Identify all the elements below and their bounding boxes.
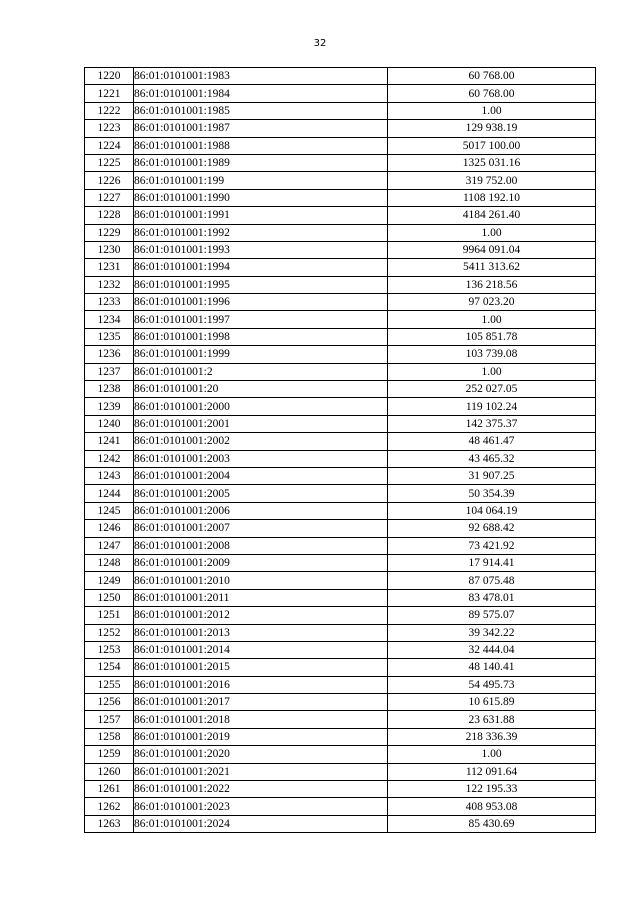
- cadastral-number-cell: 86:01:0101001:2008: [134, 537, 388, 554]
- value-cell: 23 631.88: [388, 711, 596, 728]
- row-number-cell: 1232: [85, 276, 134, 293]
- value-cell: 89 575.07: [388, 607, 596, 624]
- value-cell: 1.00: [388, 224, 596, 241]
- row-number-cell: 1229: [85, 224, 134, 241]
- row-number-cell: 1250: [85, 589, 134, 606]
- value-cell: 54 495.73: [388, 676, 596, 693]
- row-number-cell: 1256: [85, 694, 134, 711]
- cadastral-number-cell: 86:01:0101001:1990: [134, 189, 388, 206]
- cadastral-number-cell: 86:01:0101001:2006: [134, 502, 388, 519]
- row-number-cell: 1245: [85, 502, 134, 519]
- table-row: [85, 659, 596, 676]
- table-row: [85, 311, 596, 328]
- cadastral-number-cell: 86:01:0101001:2011: [134, 589, 388, 606]
- row-number-cell: 1254: [85, 659, 134, 676]
- row-number-cell: 1239: [85, 398, 134, 415]
- table-row: [85, 554, 596, 571]
- row-number-cell: 1225: [85, 154, 134, 171]
- table-row: [85, 467, 596, 484]
- table-row: [85, 346, 596, 363]
- table-row: [85, 607, 596, 624]
- table-row: [85, 433, 596, 450]
- cadastral-number-cell: 86:01:0101001:2019: [134, 728, 388, 745]
- table-row: [85, 276, 596, 293]
- row-number-cell: 1260: [85, 763, 134, 780]
- row-number-cell: 1238: [85, 381, 134, 398]
- cadastral-number-cell: 86:01:0101001:2020: [134, 746, 388, 763]
- table-row: [85, 589, 596, 606]
- cadastral-number-cell: 86:01:0101001:2016: [134, 676, 388, 693]
- cadastral-number-cell: 86:01:0101001:2014: [134, 641, 388, 658]
- row-number-cell: 1241: [85, 433, 134, 450]
- table-row: [85, 381, 596, 398]
- cadastral-number-cell: 86:01:0101001:1987: [134, 120, 388, 137]
- table-row: [85, 798, 596, 815]
- cadastral-value-table: [84, 67, 596, 833]
- row-number-cell: 1231: [85, 259, 134, 276]
- table-row: [85, 224, 596, 241]
- row-number-cell: 1244: [85, 485, 134, 502]
- cadastral-number-cell: 86:01:0101001:2018: [134, 711, 388, 728]
- value-cell: 5017 100.00: [388, 137, 596, 154]
- value-cell: 4184 261.40: [388, 207, 596, 224]
- row-number-cell: 1251: [85, 607, 134, 624]
- table-row: [85, 137, 596, 154]
- cadastral-number-cell: 86:01:0101001:1993: [134, 241, 388, 258]
- cadastral-number-cell: 86:01:0101001:2012: [134, 607, 388, 624]
- cadastral-number-cell: 86:01:0101001:2001: [134, 415, 388, 432]
- value-cell: 103 739.08: [388, 346, 596, 363]
- value-cell: 83 478.01: [388, 589, 596, 606]
- table-row: [85, 120, 596, 137]
- table-row: [85, 154, 596, 171]
- cadastral-number-cell: 86:01:0101001:20: [134, 381, 388, 398]
- row-number-cell: 1222: [85, 102, 134, 119]
- row-number-cell: 1255: [85, 676, 134, 693]
- table-row: [85, 520, 596, 537]
- value-cell: 97 023.20: [388, 294, 596, 311]
- row-number-cell: 1246: [85, 520, 134, 537]
- table-row: [85, 398, 596, 415]
- value-cell: 1.00: [388, 363, 596, 380]
- value-cell: 252 027.05: [388, 381, 596, 398]
- cadastral-number-cell: 86:01:0101001:1991: [134, 207, 388, 224]
- row-number-cell: 1227: [85, 189, 134, 206]
- table-row: [85, 102, 596, 119]
- cadastral-number-cell: 86:01:0101001:2002: [134, 433, 388, 450]
- value-cell: 39 342.22: [388, 624, 596, 641]
- table-row: [85, 572, 596, 589]
- row-number-cell: 1242: [85, 450, 134, 467]
- row-number-cell: 1252: [85, 624, 134, 641]
- cadastral-number-cell: 86:01:0101001:2000: [134, 398, 388, 415]
- cadastral-number-cell: 86:01:0101001:1995: [134, 276, 388, 293]
- value-cell: 1325 031.16: [388, 154, 596, 171]
- row-number-cell: 1257: [85, 711, 134, 728]
- table-row: [85, 711, 596, 728]
- value-cell: 73 421.92: [388, 537, 596, 554]
- cadastral-number-cell: 86:01:0101001:2003: [134, 450, 388, 467]
- cadastral-number-cell: 86:01:0101001:1983: [134, 68, 388, 85]
- value-cell: 60 768.00: [388, 85, 596, 102]
- cadastral-number-cell: 86:01:0101001:2015: [134, 659, 388, 676]
- row-number-cell: 1230: [85, 241, 134, 258]
- cadastral-number-cell: 86:01:0101001:2017: [134, 694, 388, 711]
- value-cell: 136 218.56: [388, 276, 596, 293]
- table-row: [85, 763, 596, 780]
- value-cell: 112 091.64: [388, 763, 596, 780]
- table-row: [85, 172, 596, 189]
- value-cell: 5411 313.62: [388, 259, 596, 276]
- table-row: [85, 363, 596, 380]
- value-cell: 48 461.47: [388, 433, 596, 450]
- value-cell: 92 688.42: [388, 520, 596, 537]
- row-number-cell: 1235: [85, 328, 134, 345]
- cadastral-number-cell: 86:01:0101001:2013: [134, 624, 388, 641]
- cadastral-number-cell: 86:01:0101001:2023: [134, 798, 388, 815]
- cadastral-number-cell: 86:01:0101001:1984: [134, 85, 388, 102]
- value-cell: 129 938.19: [388, 120, 596, 137]
- value-cell: 104 064.19: [388, 502, 596, 519]
- table-row: [85, 815, 596, 832]
- row-number-cell: 1258: [85, 728, 134, 745]
- table-row: [85, 728, 596, 745]
- value-cell: 122 195.33: [388, 781, 596, 798]
- cadastral-number-cell: 86:01:0101001:2010: [134, 572, 388, 589]
- value-cell: 408 953.08: [388, 798, 596, 815]
- value-cell: 48 140.41: [388, 659, 596, 676]
- value-cell: 60 768.00: [388, 68, 596, 85]
- table-row: [85, 676, 596, 693]
- value-cell: 17 914.41: [388, 554, 596, 571]
- row-number-cell: 1261: [85, 781, 134, 798]
- cadastral-number-cell: 86:01:0101001:1989: [134, 154, 388, 171]
- row-number-cell: 1234: [85, 311, 134, 328]
- value-cell: 85 430.69: [388, 815, 596, 832]
- table-row: [85, 641, 596, 658]
- cadastral-number-cell: 86:01:0101001:1997: [134, 311, 388, 328]
- cadastral-number-cell: 86:01:0101001:2024: [134, 815, 388, 832]
- value-cell: 218 336.39: [388, 728, 596, 745]
- cadastral-number-cell: 86:01:0101001:1985: [134, 102, 388, 119]
- cadastral-number-cell: 86:01:0101001:2004: [134, 467, 388, 484]
- value-cell: 32 444.04: [388, 641, 596, 658]
- table-row: [85, 694, 596, 711]
- table-body: [85, 68, 596, 833]
- value-cell: 1.00: [388, 746, 596, 763]
- row-number-cell: 1240: [85, 415, 134, 432]
- table-row: [85, 259, 596, 276]
- cadastral-number-cell: 86:01:0101001:2005: [134, 485, 388, 502]
- page-number: 32: [313, 38, 327, 49]
- value-cell: 1.00: [388, 311, 596, 328]
- table-row: [85, 189, 596, 206]
- cadastral-number-cell: 86:01:0101001:2007: [134, 520, 388, 537]
- value-cell: 10 615.89: [388, 694, 596, 711]
- value-cell: 50 354.39: [388, 485, 596, 502]
- row-number-cell: 1228: [85, 207, 134, 224]
- row-number-cell: 1236: [85, 346, 134, 363]
- value-cell: 31 907.25: [388, 467, 596, 484]
- row-number-cell: 1262: [85, 798, 134, 815]
- row-number-cell: 1226: [85, 172, 134, 189]
- cadastral-number-cell: 86:01:0101001:1992: [134, 224, 388, 241]
- value-cell: 105 851.78: [388, 328, 596, 345]
- cadastral-number-cell: 86:01:0101001:2: [134, 363, 388, 380]
- row-number-cell: 1263: [85, 815, 134, 832]
- cadastral-number-cell: 86:01:0101001:2021: [134, 763, 388, 780]
- row-number-cell: 1220: [85, 68, 134, 85]
- row-number-cell: 1223: [85, 120, 134, 137]
- cadastral-number-cell: 86:01:0101001:2022: [134, 781, 388, 798]
- table-row: [85, 207, 596, 224]
- value-cell: 119 102.24: [388, 398, 596, 415]
- row-number-cell: 1259: [85, 746, 134, 763]
- row-number-cell: 1253: [85, 641, 134, 658]
- table-row: [85, 746, 596, 763]
- row-number-cell: 1221: [85, 85, 134, 102]
- cadastral-number-cell: 86:01:0101001:1988: [134, 137, 388, 154]
- table-row: [85, 241, 596, 258]
- table-row: [85, 485, 596, 502]
- table-row: [85, 328, 596, 345]
- table-row: [85, 781, 596, 798]
- row-number-cell: 1247: [85, 537, 134, 554]
- table-row: [85, 85, 596, 102]
- value-cell: 319 752.00: [388, 172, 596, 189]
- cadastral-number-cell: 86:01:0101001:2009: [134, 554, 388, 571]
- table-row: [85, 415, 596, 432]
- row-number-cell: 1224: [85, 137, 134, 154]
- table-row: [85, 624, 596, 641]
- table-row: [85, 537, 596, 554]
- table-row: [85, 68, 596, 85]
- value-cell: 43 465.32: [388, 450, 596, 467]
- value-cell: 87 075.48: [388, 572, 596, 589]
- row-number-cell: 1243: [85, 467, 134, 484]
- cadastral-number-cell: 86:01:0101001:1996: [134, 294, 388, 311]
- cadastral-number-cell: 86:01:0101001:1994: [134, 259, 388, 276]
- cadastral-number-cell: 86:01:0101001:1999: [134, 346, 388, 363]
- row-number-cell: 1233: [85, 294, 134, 311]
- row-number-cell: 1237: [85, 363, 134, 380]
- table-row: [85, 294, 596, 311]
- cadastral-number-cell: 86:01:0101001:1998: [134, 328, 388, 345]
- cadastral-number-cell: 86:01:0101001:199: [134, 172, 388, 189]
- value-cell: 1108 192.10: [388, 189, 596, 206]
- row-number-cell: 1249: [85, 572, 134, 589]
- value-cell: 1.00: [388, 102, 596, 119]
- table-row: [85, 450, 596, 467]
- value-cell: 142 375.37: [388, 415, 596, 432]
- value-cell: 9964 091.04: [388, 241, 596, 258]
- table-row: [85, 502, 596, 519]
- row-number-cell: 1248: [85, 554, 134, 571]
